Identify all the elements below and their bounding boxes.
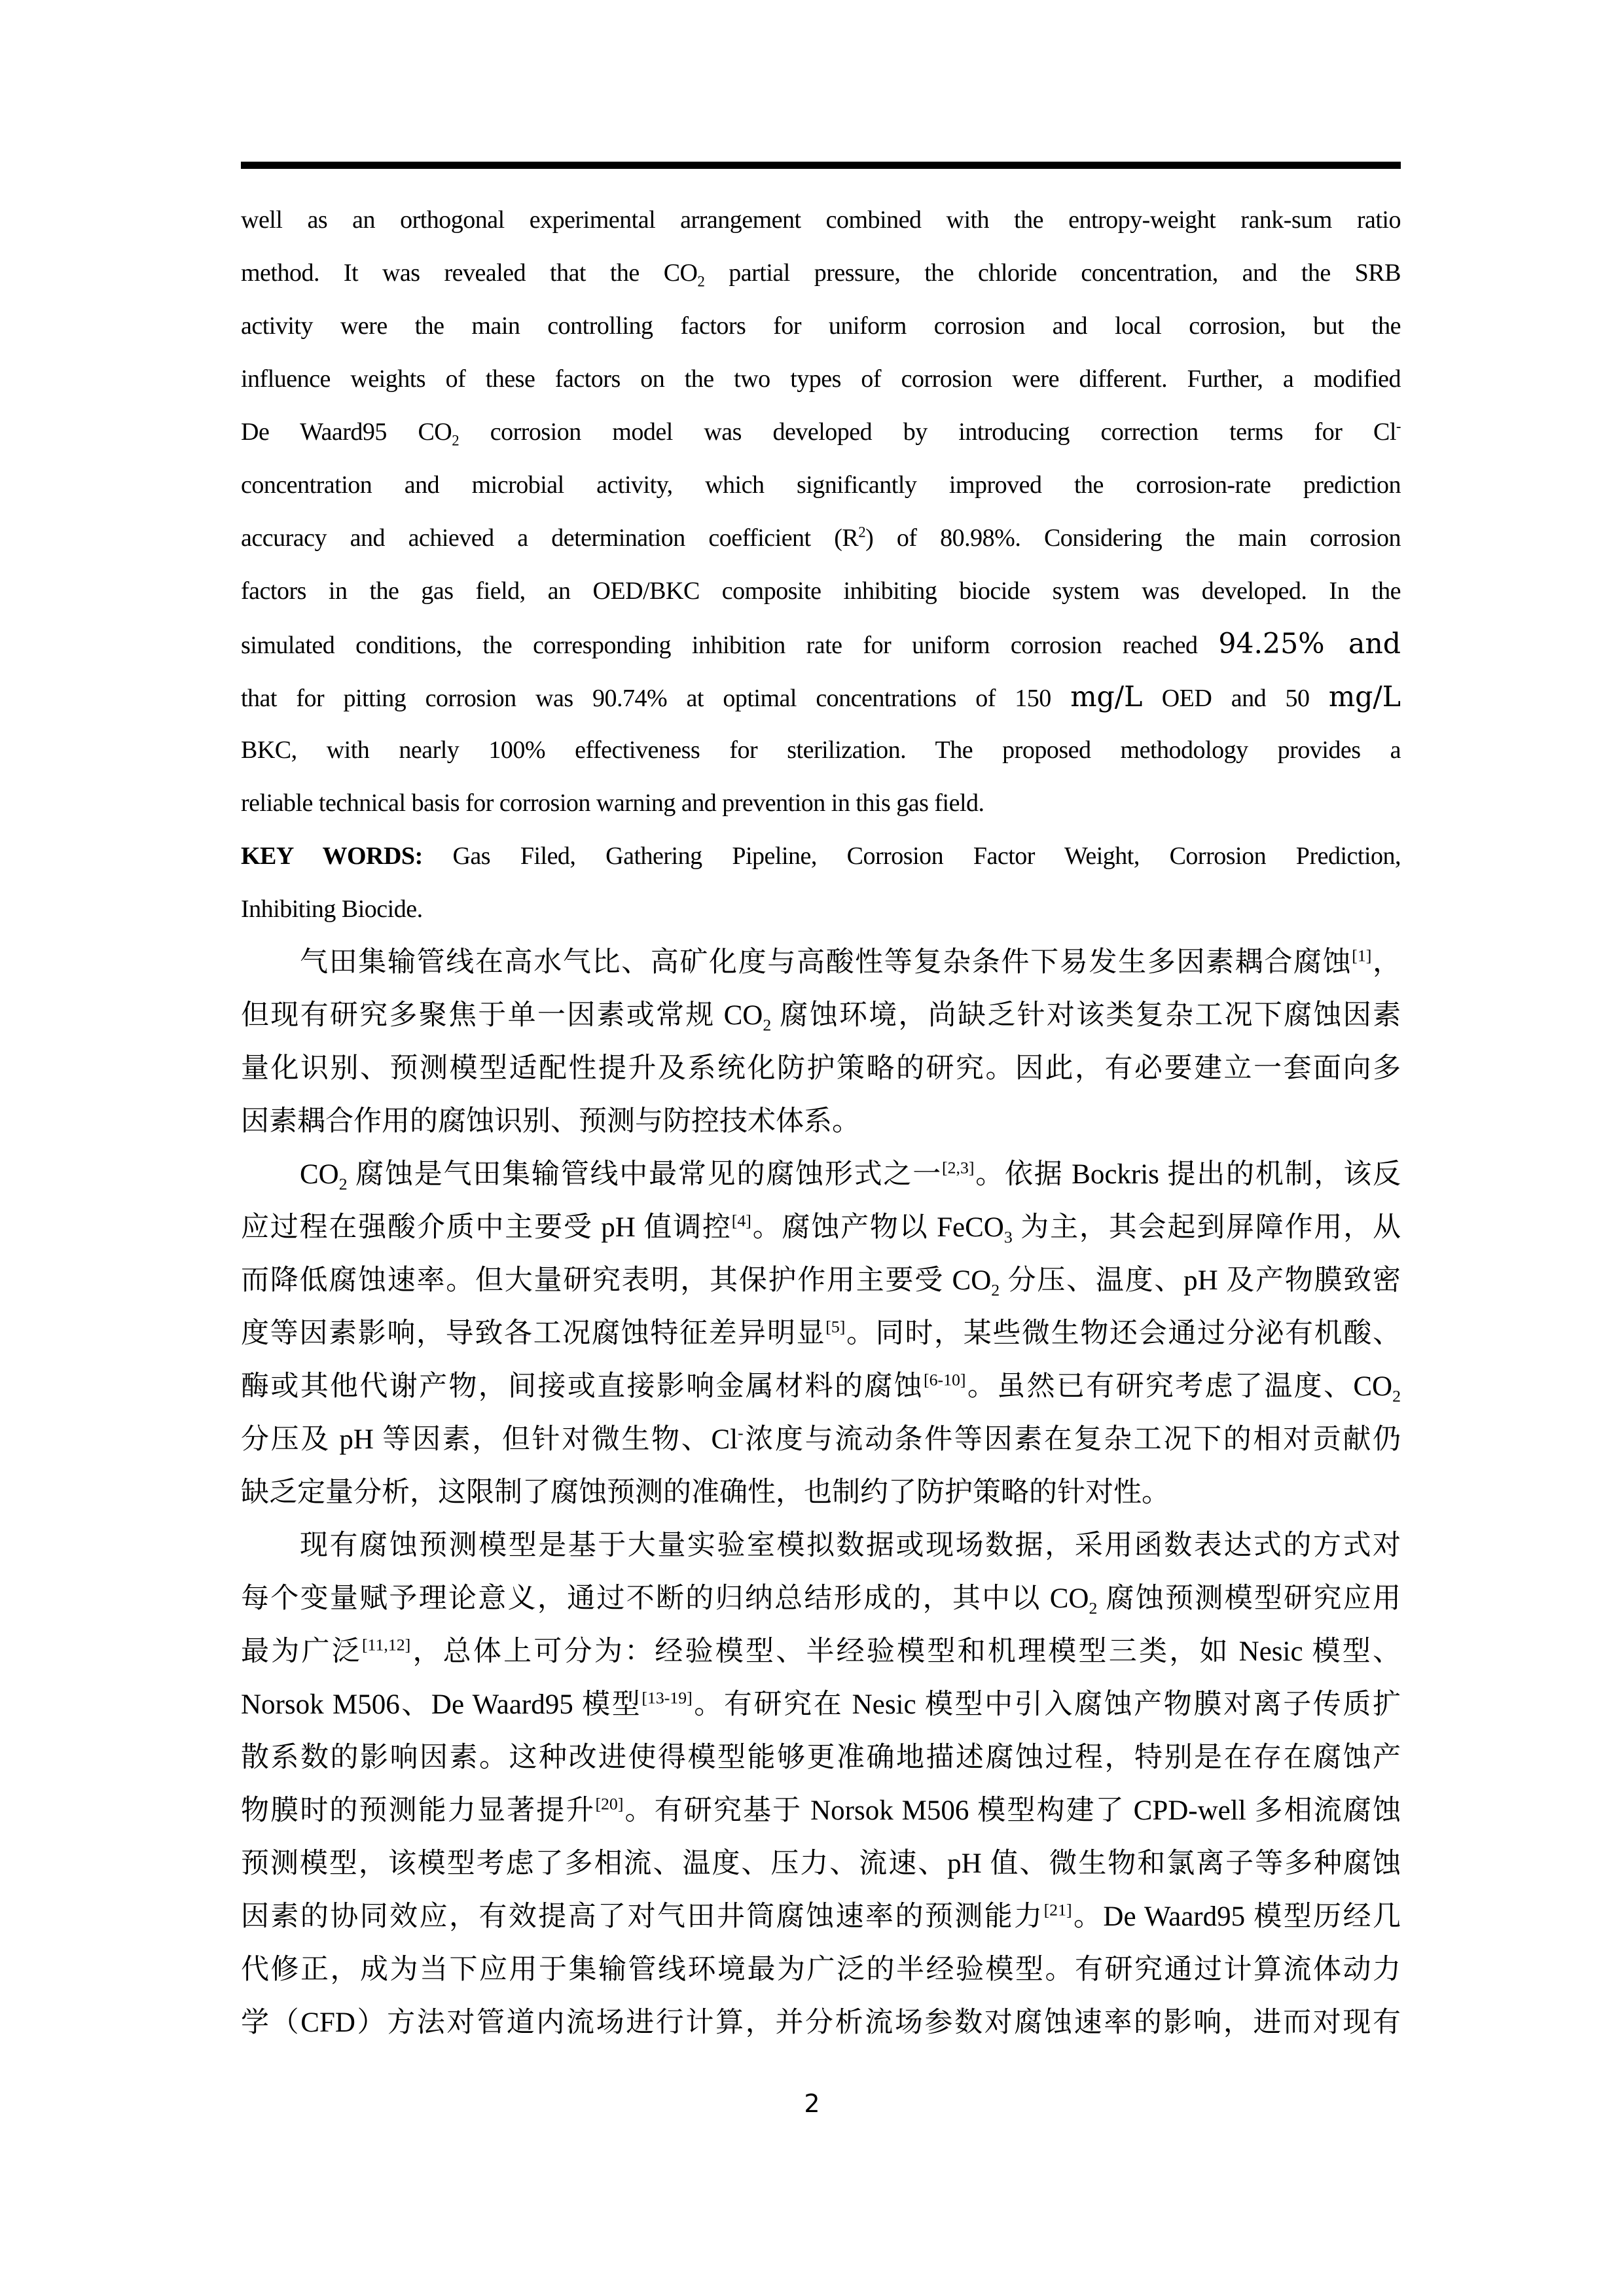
text-line: BKC, with nearly 100% effectiveness for sterilization. The proposed methodology provides a (241, 736, 1401, 764)
text-line: 应过程在强酸介质中主要受 pH 值调控[4]。腐蚀产物以 FeCO$_3$ 为主，其会起到屏障作用，从 (241, 1211, 1401, 1247)
page-number: 2 (804, 2089, 820, 2118)
text-line: 酶或其他代谢产物，间接或直接影响金属材料的腐蚀[6-10]。虽然已有研究考虑了温度、$CO_2$ (241, 1370, 1401, 1406)
intro-cn-paragraph-1 (241, 936, 1401, 1148)
text-line: Norsok M506、De Waard95 模型[13-19]。有研究在 Nesic 模型中引入腐蚀产物膜对离子传质扩 (241, 1688, 1401, 1720)
text-line: 最为广泛[11,12]，总体上可分为：经验模型、半经验模型和机理模型三类，如 Nesic 模型、 (241, 1635, 1401, 1667)
text-line: 气田集输管线在高水气比、高矿化度与高酸性等复杂条件下易发生多因素耦合腐蚀[1]， (300, 946, 1401, 978)
text-line: 量化识别、预测模型适配性提升及系统化防护策略的研究。因此，有必要建立一套面向多 (241, 1053, 1401, 1084)
text-line: 度等因素影响，导致各工况腐蚀特征差异明显[5]。同时，某些微生物还会通过分泌有机酸、 (241, 1317, 1401, 1349)
intro-cn-paragraph-3 (241, 1519, 1401, 2049)
keywords-line: Inhibiting Biocide. (241, 895, 423, 923)
text-line: method. It was revealed that the $CO_2$ partial pressure, the chloride concentration, and the SRB (241, 259, 1401, 290)
text-line: $CO_2$ 腐蚀是气田集输管线中最常见的腐蚀形式之一[2,3]。依据 Bockris 提出的机制，该反 (300, 1158, 1401, 1194)
text-line: 因素的协同效应，有效提高了对气田井筒腐蚀速率的预测能力[21]。De Waard95 模型历经几 (241, 1900, 1401, 1932)
header-divider-rule (241, 162, 1401, 169)
text-line: 因素耦合作用的腐蚀识别、预测与防控技术体系。 (241, 1106, 860, 1137)
text-line: De Waard95 $CO_2$ corrosion model was developed by introducing correction terms for Cl- (241, 418, 1401, 449)
text-line: simulated conditions, the corresponding inhibition rate for uniform corrosion reached 94.25% and (241, 628, 1401, 660)
text-line: 物膜时的预测能力显著提升[20]。有研究基于 Norsok M506 模型构建了 CPD-well 多相流腐蚀 (241, 1794, 1401, 1826)
abstract-paragraph (241, 194, 1401, 830)
text-line: 代修正，成为当下应用于集输管线环境最为广泛的半经验模型。有研究通过计算流体动力 (241, 1954, 1401, 1985)
text-line: 但现有研究多聚焦于单一因素或常规 $CO_2$ 腐蚀环境，尚缺乏针对该类复杂工况下腐蚀因素 (241, 1000, 1401, 1035)
text-line: activity were the main controlling factors for uniform corrosion and local corrosion, but the (241, 312, 1401, 340)
text-line: accuracy and achieved a determination coefficient $(R^2)$ of 80.98%. Considering the main corrosion (241, 524, 1401, 552)
text-line: 分压及 pH 等因素，但针对微生物、Cl-浓度与流动条件等因素在复杂工况下的相对贡献仍 (241, 1423, 1401, 1455)
page-footer (0, 2089, 1624, 2118)
text-line: reliable technical basis for corrosion warning and prevention in this gas field. (241, 789, 984, 817)
text-line: 预测模型，该模型考虑了多相流、温度、压力、流速、pH 值、微生物和氯离子等多种腐蚀 (241, 1848, 1401, 1879)
intro-cn-paragraph-2 (241, 1148, 1401, 1519)
text-line: 每个变量赋予理论意义，通过不断的归纳总结形成的，其中以 $CO_2$ 腐蚀预测模型研究应用 (241, 1583, 1401, 1618)
keywords-paragraph (241, 830, 1401, 936)
text-line: 而降低腐蚀速率。但大量研究表明，其保护作用主要受 $CO_2$ 分压、温度、pH 及产物膜致密 (241, 1265, 1401, 1300)
text-line: influence weights of these factors on the two types of corrosion were different. Further, a modified (241, 365, 1401, 393)
text-line: 散系数的影响因素。这种改进使得模型能够更准确地描述腐蚀过程，特别是在存在腐蚀产 (241, 1742, 1401, 1773)
text-line: that for pitting corrosion was 90.74% at optimal concentrations of 150 mg/L OED and 50 mg/L (241, 681, 1401, 713)
text-line: 缺乏定量分析，这限制了腐蚀预测的准确性，也制约了防护策略的针对性。 (241, 1477, 1170, 1508)
text-line: well as an orthogonal experimental arrangement combined with the entropy-weight rank-sum ratio (241, 206, 1401, 234)
page-body (241, 194, 1401, 2049)
text-line: 学（CFD）方法对管道内流场进行计算，并分析流场参数对腐蚀速率的影响，进而对现有 (241, 2007, 1401, 2038)
text-line: concentration and microbial activity, which significantly improved the corrosion-rate prediction (241, 471, 1401, 499)
keywords-line: KEY WORDS: Gas Filed, Gathering Pipeline, Corrosion Factor Weight, Corrosion Prediction, (241, 842, 1401, 870)
text-line: 现有腐蚀预测模型是基于大量实验室模拟数据或现场数据，采用函数表达式的方式对 (300, 1530, 1401, 1561)
text-line: factors in the gas field, an OED/BKC composite inhibiting biocide system was developed. In the (241, 577, 1401, 605)
